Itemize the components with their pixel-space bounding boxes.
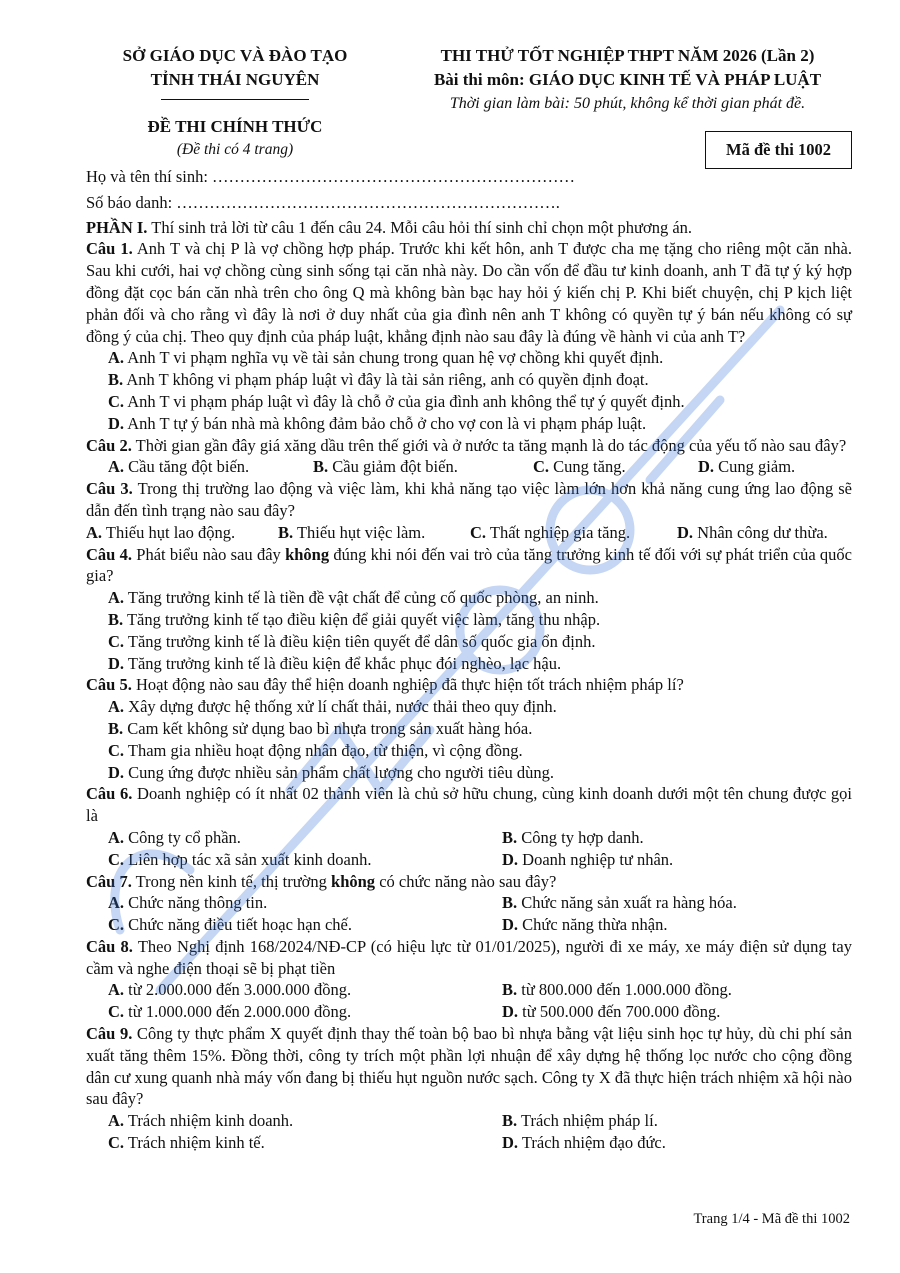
question-6	[86, 783, 852, 827]
option-d[interactable]	[502, 914, 667, 936]
options-row	[86, 979, 852, 1001]
question-emphasis: không	[285, 544, 330, 564]
option-letter: A.	[108, 893, 125, 913]
option-letter: B.	[313, 457, 329, 477]
question-5	[86, 674, 852, 696]
option-text: Liên hợp tác xã sản xuất kinh doanh.	[124, 849, 372, 869]
option-letter: C.	[108, 915, 125, 935]
option-letter: D.	[502, 1133, 519, 1153]
option-letter: C.	[108, 740, 125, 760]
option-c[interactable]	[108, 1132, 502, 1154]
option-b[interactable]	[502, 979, 732, 1001]
options-row	[86, 827, 852, 849]
part1-text: Thí sinh trả lời từ câu 1 đến câu 24. Mỗi câu hỏi thí sinh chỉ chọn một phương án.	[147, 217, 693, 237]
option-b[interactable]	[86, 369, 852, 391]
option-letter: D.	[108, 653, 125, 673]
question-number: Câu 2.	[86, 435, 132, 455]
option-a[interactable]	[108, 456, 313, 478]
province-name: TỈNH THÁI NGUYÊN	[150, 70, 320, 89]
option-letter: D.	[677, 522, 694, 542]
question-9	[86, 1023, 852, 1110]
question-text: Trong nền kinh tế, thị trường	[131, 871, 332, 891]
question-2	[86, 435, 852, 457]
exam-title: THI THỬ TỐT NGHIỆP THPT NĂM 2026 (Lần 2)	[440, 46, 815, 65]
option-text: từ 800.000 đến 1.000.000 đồng.	[517, 980, 732, 1000]
option-letter: C.	[108, 391, 125, 411]
option-text: Trách nhiệm kinh tế.	[124, 1133, 265, 1153]
option-text: Công ty cổ phần.	[124, 827, 241, 847]
option-d[interactable]	[502, 1001, 720, 1023]
question-text: đúng khi nói đến vai trò của tăng trưởng kinh tế đối với sự phát triển của quốc gia?	[86, 544, 852, 586]
question-text: có chức năng nào sau đây?	[375, 871, 557, 891]
option-c[interactable]	[108, 849, 502, 871]
pages-note: (Đề thi có 4 trang)	[176, 141, 294, 158]
option-b[interactable]	[502, 892, 737, 914]
option-text: Tăng trưởng kinh tế là điều kiện tiên quyết để dân số quốc gia ổn định.	[124, 631, 596, 651]
option-d[interactable]	[86, 653, 852, 675]
option-text: Trách nhiệm đạo đức.	[518, 1133, 666, 1153]
options-row	[86, 1132, 852, 1154]
question-emphasis: không	[331, 871, 376, 891]
page-footer: Trang 1/4 - Mã đề thi 1002	[693, 1211, 850, 1227]
question-number: Câu 9.	[86, 1024, 133, 1044]
option-letter: D.	[502, 1002, 519, 1022]
options-row	[86, 914, 852, 936]
option-text: Thiếu hụt việc làm.	[293, 522, 426, 542]
option-d[interactable]	[502, 1132, 666, 1154]
option-letter: A.	[108, 827, 125, 847]
option-c[interactable]	[86, 391, 852, 413]
question-number: Câu 1.	[86, 239, 133, 259]
option-text: Thất nghiệp gia tăng.	[486, 522, 631, 542]
option-b[interactable]	[86, 718, 852, 740]
option-text: Anh T vi phạm nghĩa vụ về tài sản chung trong quan hệ vợ chồng khi quyết định.	[124, 348, 664, 368]
part1-label: PHẦN I.	[86, 217, 148, 237]
option-text: Tham gia nhiều hoạt động nhân đạo, từ thiện, vì cộng đồng.	[124, 740, 523, 760]
subject-title: Bài thi môn: GIÁO DỤC KINH TẾ VÀ PHÁP LUẬT	[433, 70, 822, 89]
exam-code-box: Mã đề thi 1002	[705, 131, 852, 169]
option-letter: B.	[278, 522, 294, 542]
question-number: Câu 4.	[86, 544, 132, 564]
question-number: Câu 6.	[86, 784, 133, 804]
question-text: Phát biểu nào sau đây	[132, 544, 286, 564]
option-text: Chức năng điều tiết hoạc hạn chế.	[124, 915, 352, 935]
question-number: Câu 8.	[86, 936, 133, 956]
option-d[interactable]	[86, 762, 852, 784]
option-text: Doanh nghiệp tư nhân.	[518, 849, 674, 869]
candidate-name-line: Họ và tên thí sinh: …………………………………………………………	[86, 167, 576, 186]
option-b[interactable]	[502, 827, 644, 849]
option-text: Anh T không vi phạm pháp luật vì đây là tài sản riêng, anh có quyền định đoạt.	[123, 370, 649, 390]
option-text: Cam kết không sử dụng bao bì nhựa trong sản xuất hàng hóa.	[123, 718, 533, 738]
option-text: Trách nhiệm pháp lí.	[517, 1111, 658, 1131]
question-1	[86, 238, 852, 347]
option-a[interactable]	[86, 347, 852, 369]
option-letter: A.	[86, 522, 103, 542]
question-3	[86, 478, 852, 522]
option-text: Xây dựng được hệ thống xử lí chất thải, nước thải theo quy định.	[124, 697, 557, 717]
option-letter: C.	[533, 457, 550, 477]
options-row	[86, 522, 852, 544]
option-c[interactable]	[86, 631, 852, 653]
option-text: Chức năng thừa nhận.	[518, 915, 668, 935]
option-d[interactable]	[86, 413, 852, 435]
option-letter: A.	[108, 348, 125, 368]
part1-instruction	[86, 217, 852, 239]
question-number: Câu 3.	[86, 479, 133, 499]
option-a[interactable]	[86, 587, 852, 609]
question-text: Thời gian gần đây giá xăng dầu trên thế giới và ở nước ta tăng mạnh là do tác động của yếu tố nào sau đây?	[131, 435, 847, 455]
option-b[interactable]	[313, 456, 533, 478]
option-text: Tăng trưởng kinh tế là tiền đề vật chất để củng cố quốc phòng, an ninh.	[124, 588, 599, 608]
option-text: Cung ứng được nhiều sản phẩm chất lượng cho người tiêu dùng.	[124, 762, 554, 782]
option-letter: B.	[108, 370, 124, 390]
options-row	[86, 892, 852, 914]
option-a[interactable]	[108, 1110, 502, 1132]
option-letter: C.	[108, 631, 125, 651]
header-left	[95, 44, 375, 161]
option-a[interactable]	[86, 522, 278, 544]
options-row	[86, 456, 852, 478]
question-text: Trong thị trường lao động và việc làm, khi khả năng tạo việc làm lớn hơn khả năng cung ứng lao động sẽ dẫn đến tình trạng nào sau đây?	[86, 479, 853, 520]
option-text: từ 2.000.000 đến 3.000.000 đồng.	[124, 980, 352, 1000]
option-text: từ 1.000.000 đến 2.000.000 đồng.	[124, 1002, 352, 1022]
exam-body	[86, 166, 852, 1154]
option-text: Tăng trưởng kinh tế tạo điều kiện để giải quyết việc làm, tăng thu nhập.	[123, 609, 601, 629]
question-text: Theo Nghị định 168/2024/NĐ-CP (có hiệu lực từ 01/01/2025), người đi xe máy, xe máy điện sử dụng tay cầm và nghe điện thoại sẽ bị phạt tiền	[86, 936, 852, 978]
option-letter: B.	[502, 893, 518, 913]
options-row	[86, 1110, 852, 1132]
question-number: Câu 7.	[86, 871, 132, 891]
option-d[interactable]	[677, 522, 828, 544]
option-letter: B.	[502, 1111, 518, 1131]
option-text: Anh T tự ý bán nhà mà không đảm bảo chỗ ở cho vợ con là vi phạm pháp luật.	[124, 413, 647, 433]
option-text: Cung tăng.	[549, 457, 626, 477]
option-text: Trách nhiệm kinh doanh.	[124, 1111, 294, 1131]
option-letter: A.	[108, 1111, 125, 1131]
option-c[interactable]	[108, 1001, 502, 1023]
option-text: Tăng trưởng kinh tế là điều kiện để khắc phục đói nghèo, lạc hậu.	[124, 653, 562, 673]
option-a[interactable]	[108, 979, 502, 1001]
official-label: ĐỀ THI CHÍNH THỨC	[147, 117, 323, 136]
option-text: Cầu giảm đột biến.	[328, 457, 458, 477]
option-letter: D.	[698, 457, 715, 477]
question-text: Doanh nghiệp có ít nhất 02 thành viên là chủ sở hữu chung, cùng kinh doanh dưới một tên chung được gọi là	[86, 784, 853, 826]
exam-time: Thời gian làm bài: 50 phút, không kể thời gian phát đề.	[449, 95, 806, 112]
option-letter: A.	[108, 588, 125, 608]
question-number: Câu 5.	[86, 675, 132, 695]
option-letter: B.	[108, 718, 124, 738]
question-8	[86, 936, 852, 980]
header-right	[405, 44, 850, 116]
option-c[interactable]	[108, 914, 502, 936]
option-c[interactable]	[86, 740, 852, 762]
option-d[interactable]	[502, 849, 673, 871]
option-letter: D.	[502, 915, 519, 935]
option-b[interactable]	[86, 609, 852, 631]
option-text: Cung giảm.	[714, 457, 796, 477]
option-letter: B.	[502, 980, 518, 1000]
option-c[interactable]	[470, 522, 677, 544]
department-name: SỞ GIÁO DỤC VÀ ĐÀO TẠO	[122, 46, 348, 65]
option-text: Anh T vi phạm pháp luật vì đây là chỗ ở của gia đình anh không thể tự ý quyết định.	[124, 391, 685, 411]
option-text: Chức năng thông tin.	[124, 893, 268, 913]
option-a[interactable]	[108, 827, 502, 849]
question-7	[86, 871, 852, 893]
options-row	[86, 849, 852, 871]
option-letter: B.	[108, 609, 124, 629]
option-letter: D.	[108, 762, 125, 782]
option-letter: D.	[502, 849, 519, 869]
option-letter: C.	[108, 1133, 125, 1153]
question-text: Hoạt động nào sau đây thể hiện doanh nghiệp đã thực hiện tốt trách nhiệm pháp lí?	[131, 675, 684, 695]
option-letter: C.	[108, 1002, 125, 1022]
option-a[interactable]	[86, 696, 852, 718]
option-text: Công ty hợp danh.	[517, 827, 644, 847]
option-b[interactable]	[502, 1110, 658, 1132]
question-text: Anh T và chị P là vợ chồng hợp pháp. Trước khi kết hôn, anh T được cha mẹ tặng cho riêng một căn nhà. Sau khi cưới, hai vợ chồng cùng sinh sống tại căn nhà này. Do cần vốn để đầu tư kinh doanh, anh T đã tự ý ký hợp đồng đặt cọc bán căn nhà trên cho ông Q mà không bàn bạc hay hỏi ý kiến chị P. Khi biết chuyện, chị P kịch liệt phản đối và cho rằng vì đây là nơi ở duy nhất của gia đình nên anh T không có quyền tự ý bán nếu không có sự đồng ý của chị. Theo quy định của pháp luật, khẳng định nào sau đây là đúng về hành vi của anh T?	[86, 239, 853, 346]
options-row	[86, 1001, 852, 1023]
question-text: Công ty thực phẩm X quyết định thay thế toàn bộ bao bì nhựa bằng vật liệu sinh học tự hủy, dù chi phí sản xuất tăng thêm 15%. Đồng thời, công ty trích một phần lợi nhuận để xây dựng hệ thống lọc nước cho cộng đồng dân cư xung quanh nhà máy vốn đang bị thiếu hụt nguồn nước sạch. Công ty X đã thực hiện trách nhiệm xã hội nào sau đây?	[86, 1024, 852, 1109]
option-b[interactable]	[278, 522, 470, 544]
option-text: Thiếu hụt lao động.	[102, 522, 236, 542]
option-d[interactable]	[698, 456, 795, 478]
option-a[interactable]	[108, 892, 502, 914]
option-text: Nhân công dư thừa.	[693, 522, 828, 542]
header-underline	[161, 99, 309, 100]
option-letter: C.	[108, 849, 125, 869]
option-text: Cầu tăng đột biến.	[124, 457, 250, 477]
option-text: Chức năng sản xuất ra hàng hóa.	[517, 893, 737, 913]
option-letter: A.	[108, 697, 125, 717]
option-letter: A.	[108, 457, 125, 477]
option-letter: D.	[108, 413, 125, 433]
option-text: từ 500.000 đến 700.000 đồng.	[518, 1002, 721, 1022]
option-c[interactable]	[533, 456, 698, 478]
option-letter: B.	[502, 827, 518, 847]
candidate-id-line: Số báo danh: …………………………………………………………….	[86, 192, 560, 212]
question-4	[86, 544, 852, 588]
option-letter: A.	[108, 980, 125, 1000]
option-letter: C.	[470, 522, 487, 542]
